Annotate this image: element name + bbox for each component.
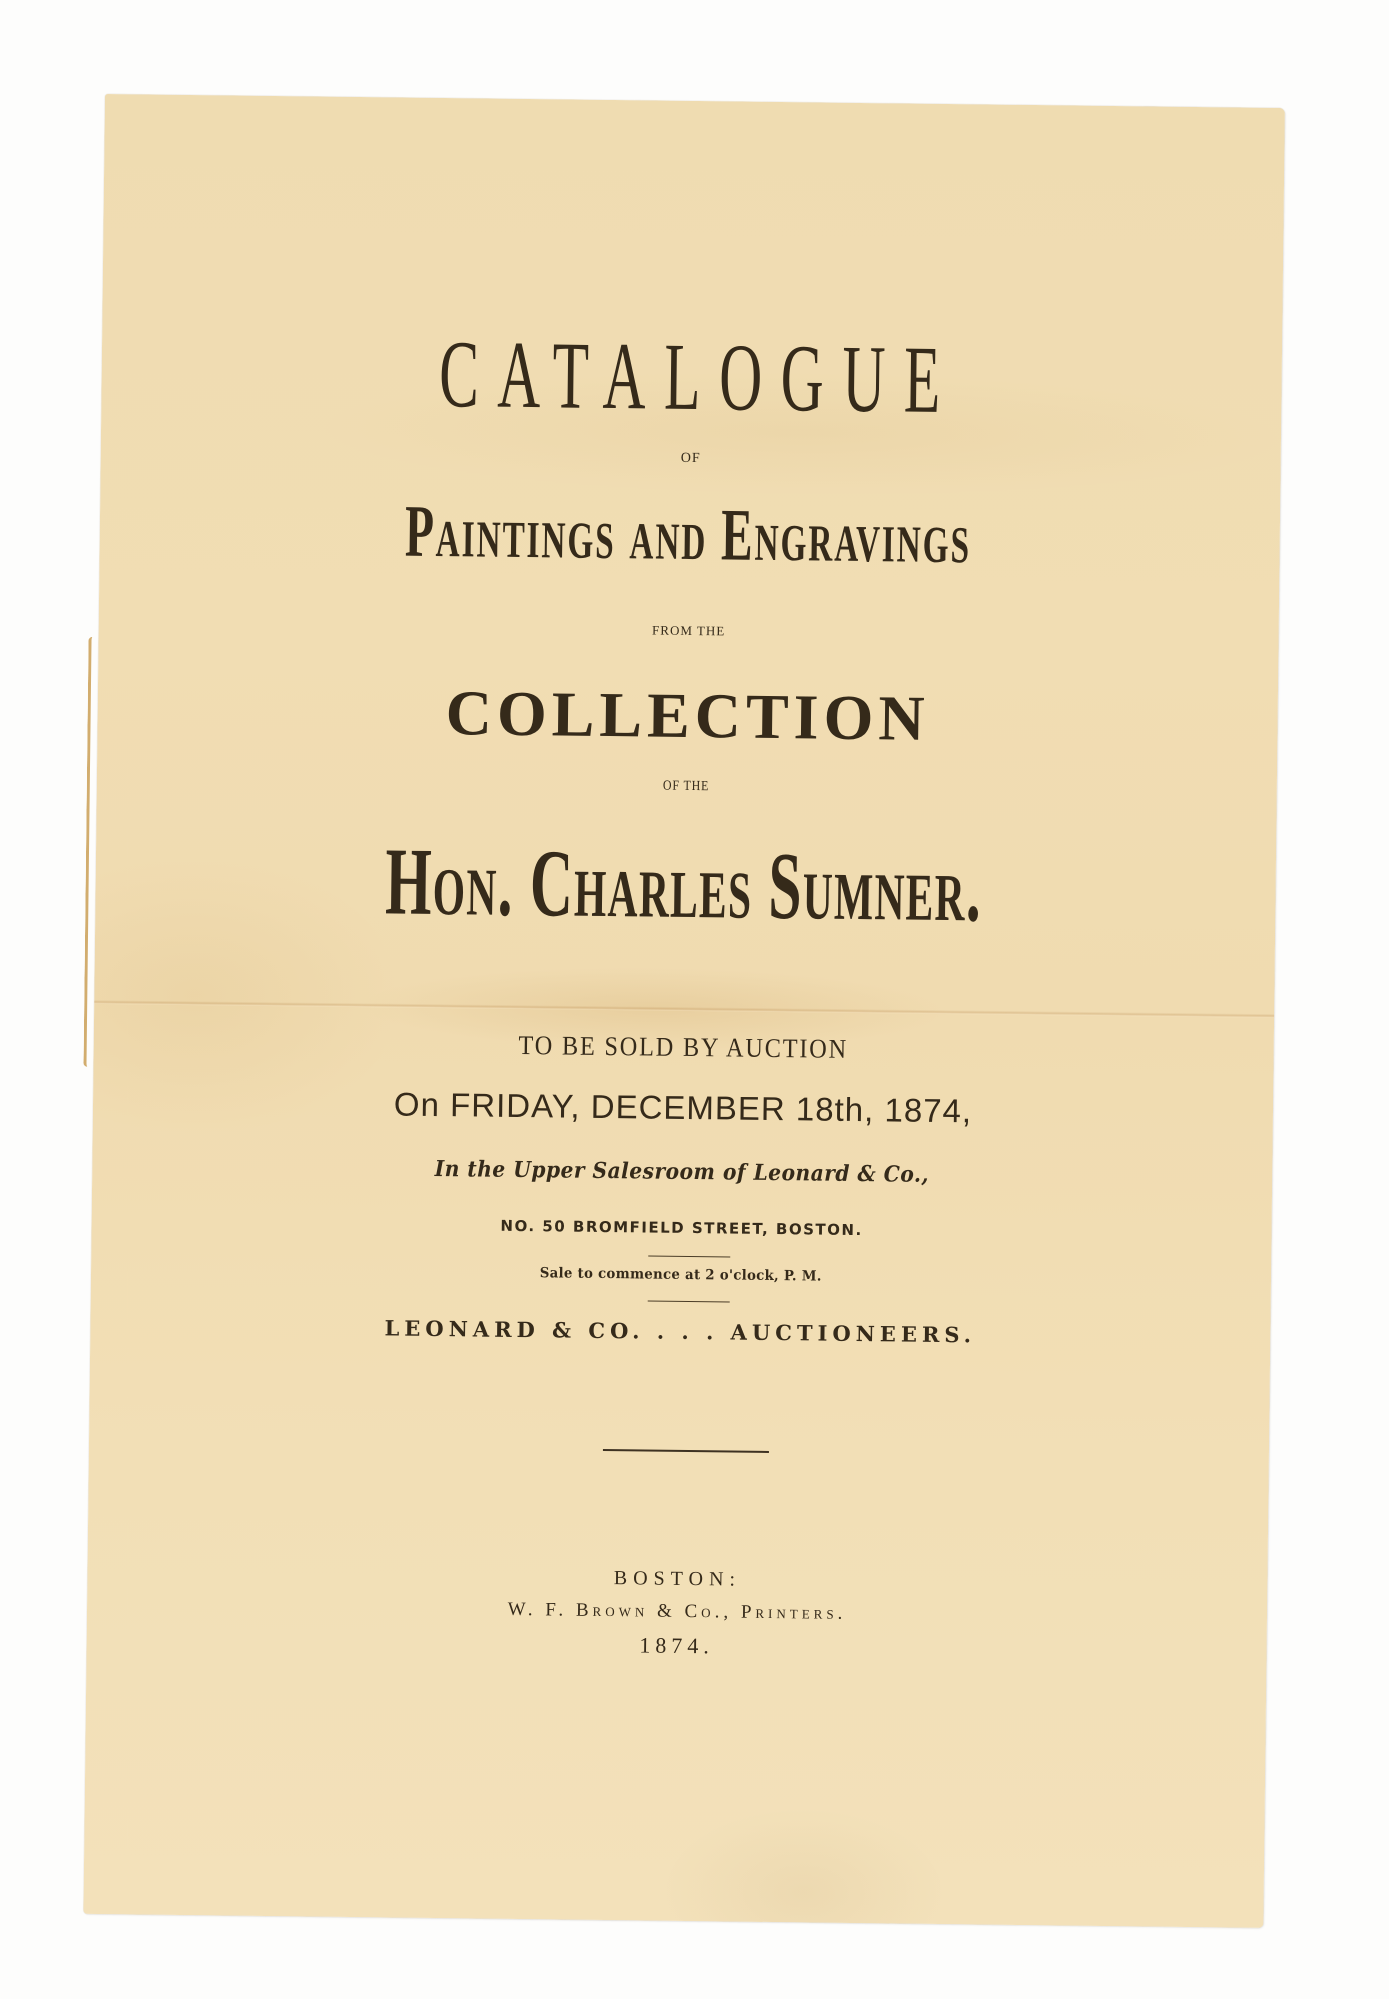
fold-crease	[94, 1000, 1274, 1018]
catalogue-page	[83, 94, 1285, 1928]
divider-rule	[648, 1301, 730, 1303]
sale-notice: TO BE SOLD BY AUCTION	[518, 1029, 849, 1064]
sale-address: NO. 50 BROMFIELD STREET, BOSTON.	[500, 1216, 863, 1240]
auctioneers-line: LEONARD & CO. . . . AUCTIONEERS.	[384, 1315, 977, 1348]
connector-of-the: OF THE	[662, 778, 710, 795]
imprint-printer: W. F. Brown & Co., Printers.	[507, 1598, 847, 1624]
owner-name: Hon. Charles Sumner.	[384, 827, 983, 942]
divider-rule	[648, 1256, 730, 1258]
title-catalogue: CATALOGUE	[438, 319, 960, 434]
sale-date: On FRIDAY, DECEMBER 18th, 1874,	[393, 1085, 973, 1130]
section-divider-rule	[603, 1449, 769, 1453]
connector-from-the: FROM THE	[652, 622, 726, 639]
subject-heading: Paintings and Engravings	[404, 490, 972, 580]
sale-start-time: Sale to commence at 2 o'clock, P. M.	[539, 1265, 822, 1285]
sale-venue: In the Upper Salesroom of Leonard & Co.,	[434, 1155, 930, 1188]
collection-heading: COLLECTION	[445, 677, 931, 754]
imprint-city: BOSTON:	[613, 1567, 742, 1591]
imprint-year: 1874.	[639, 1632, 715, 1659]
connector-of: OF	[680, 450, 701, 467]
